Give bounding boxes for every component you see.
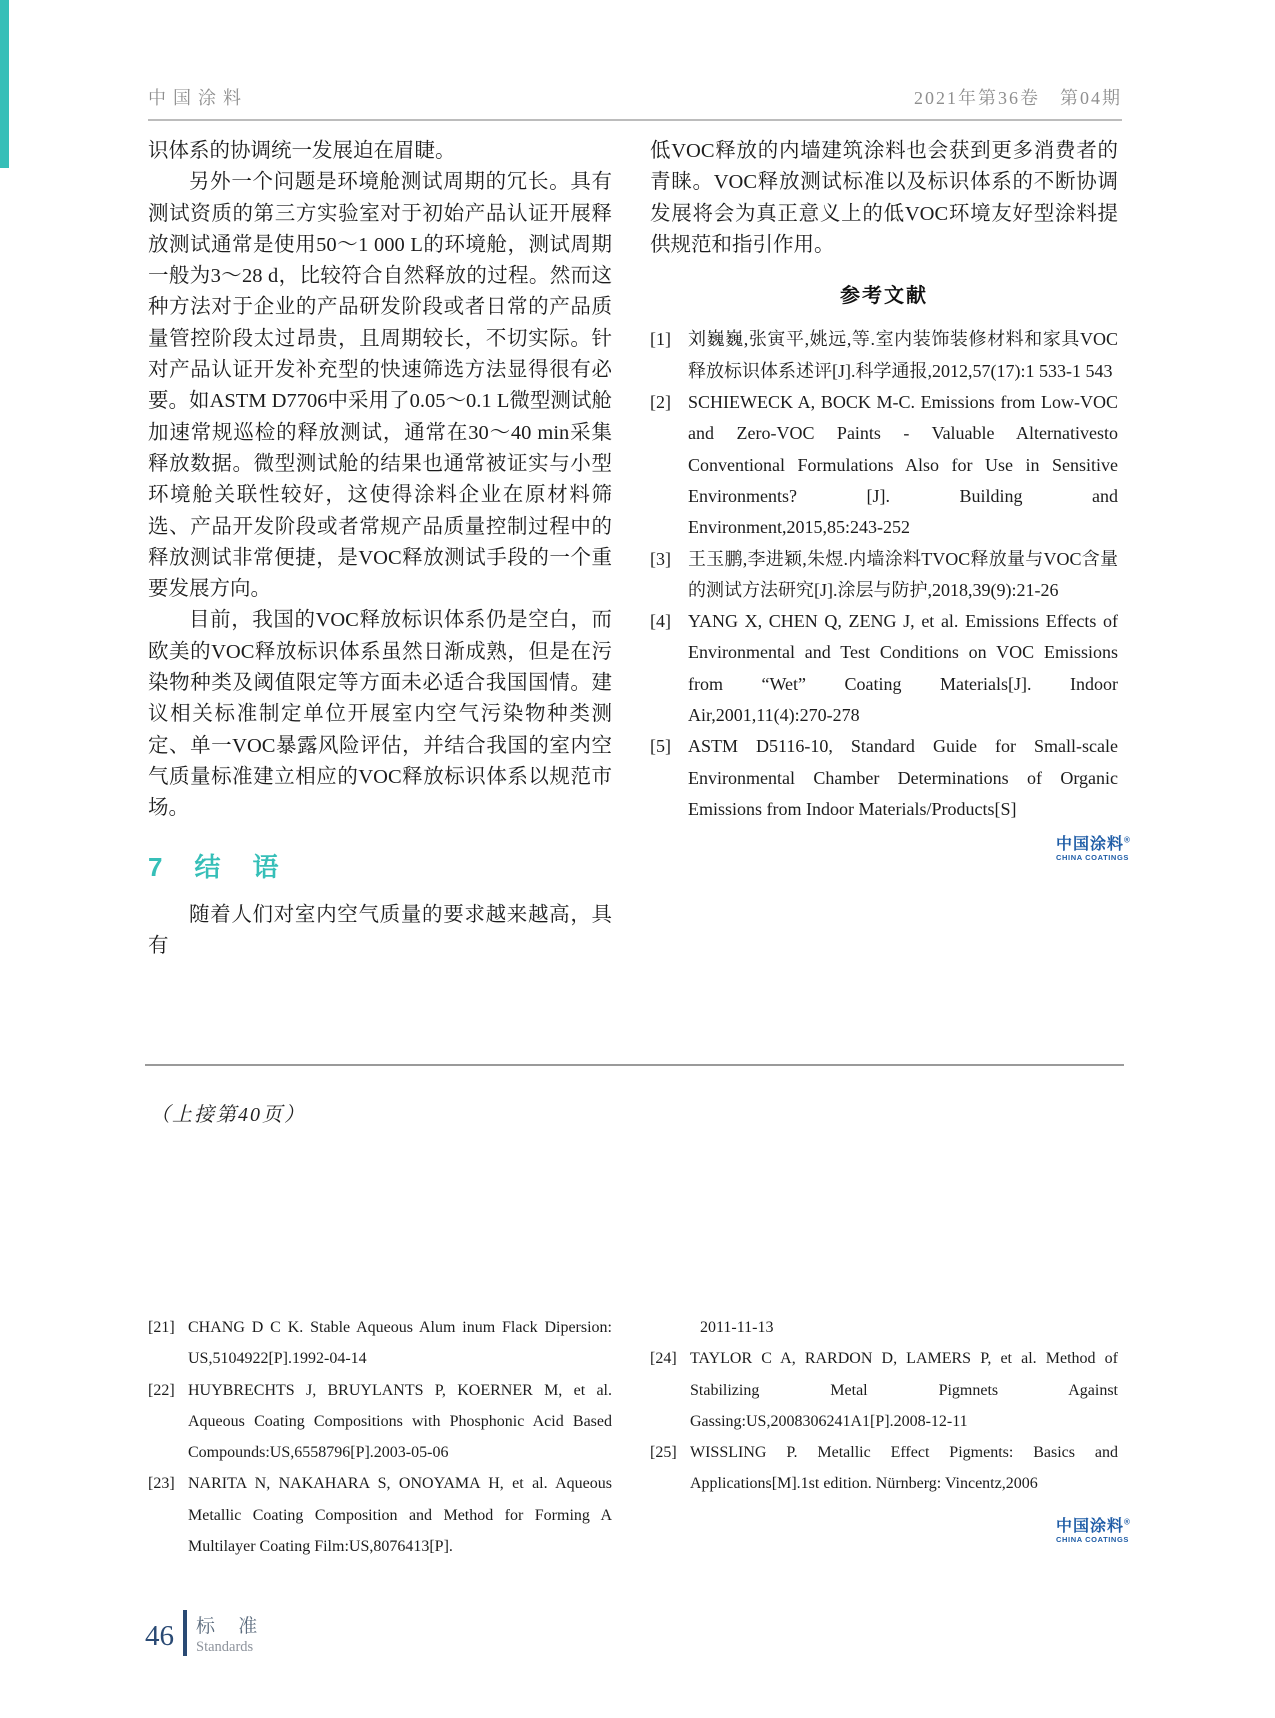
footer-section-chinese: 标 准 bbox=[196, 1616, 267, 1637]
paragraph-voc-labeling: 目前，我国的VOC释放标识体系仍是空白，而欧美的VOC释放标识体系虽然日渐成熟，但是在污染物种类及阈值限定等方面未必适合我国国情。建议相关标准制定单位开展室内空气污染物种类测定、单一VOC暴露风险评估，并结合我国的室内空气质量标准建立相应的VOC释放标识体系以规范市场。 bbox=[148, 609, 612, 820]
logo-english-text: CHINA COATINGS bbox=[1056, 852, 1129, 862]
page-header bbox=[148, 84, 1122, 121]
reference-label: [1] bbox=[650, 329, 671, 350]
logo-english-text: CHINA COATINGS bbox=[1056, 1534, 1129, 1544]
reference-text: HUYBRECHTS J, BRUYLANTS P, KOERNER M, et al. Aqueous Coating Compositions with Phosphonic Acid Based Compounds:US,6558796[P].2003-05-06 bbox=[188, 1381, 612, 1462]
reference-item bbox=[650, 1343, 1118, 1437]
registered-mark: ® bbox=[1124, 835, 1131, 845]
reference-item bbox=[650, 324, 1118, 387]
reference-item bbox=[650, 387, 1118, 543]
continued-from-page-note: （上接第40页） bbox=[150, 1104, 306, 1126]
reference-text: TAYLOR C A, RARDON D, LAMERS P, et al. Method of Stabilizing Metal Pigmnets Against Gassing:US,2008306241A1[P].2008-12-11 bbox=[690, 1350, 1118, 1430]
registered-mark: ® bbox=[1124, 1517, 1131, 1527]
reference-label: [22] bbox=[148, 1381, 175, 1399]
reference-text: NARITA N, NAKAHARA S, ONOYAMA H, et al. Aqueous Metallic Coating Composition and Method for Forming A Multilayer Coating Film:US,8076413[P]. bbox=[188, 1475, 612, 1556]
issue-info: 2021年第36卷 第04期 bbox=[914, 88, 1122, 108]
logo-chinese-text: 中国涂料® bbox=[1056, 835, 1131, 853]
reference-text: 刘巍巍,张寅平,姚远,等.室内装饰装修材料和家具VOC释放标识体系述评[J].科学通报,2012,57(17):1 533-1 543 bbox=[688, 329, 1118, 381]
reference-text: YANG X, CHEN Q, ZENG J, et al. Emissions Effects of Environmental and Test Conditions on VOC Emissions from “Wet” Coating Materials[J]. Indoor Air,2001,11(4):270-278 bbox=[688, 611, 1118, 726]
references-title: 参考文献 bbox=[840, 285, 928, 308]
bottom-left-references bbox=[148, 1312, 612, 1562]
main-right-column bbox=[650, 136, 1118, 825]
reference-label: [21] bbox=[148, 1319, 175, 1336]
china-coatings-logo bbox=[1056, 1518, 1136, 1544]
reference-item bbox=[650, 731, 1118, 825]
reference-item bbox=[650, 606, 1118, 731]
reference-label: [5] bbox=[650, 736, 671, 757]
reference-item bbox=[650, 1437, 1118, 1500]
reference-item bbox=[650, 544, 1118, 607]
reference-label: [23] bbox=[148, 1475, 175, 1493]
reference-text: 王玉鹏,李进颖,朱煜.内墙涂料TVOC释放量与VOC含量的测试方法研究[J].涂层与防护,2018,39(9):21-26 bbox=[688, 548, 1118, 600]
china-coatings-logo bbox=[1056, 836, 1136, 862]
reference-text: ASTM D5116-10, Standard Guide for Small-scale Environmental Chamber Determinations of Organic Emissions from Indoor Materials/Products[S] bbox=[688, 736, 1118, 819]
logo-chinese-text: 中国涂料® bbox=[1056, 1517, 1131, 1535]
footer-section bbox=[196, 1611, 266, 1656]
footer-divider-bar bbox=[183, 1610, 187, 1656]
reference-label: [4] bbox=[650, 611, 671, 632]
reference-label: [24] bbox=[650, 1350, 677, 1368]
section-heading-conclusion: 7 结 语 bbox=[148, 851, 282, 882]
main-left-column bbox=[148, 136, 612, 962]
reference-item bbox=[148, 1375, 612, 1469]
references-list bbox=[650, 324, 1118, 825]
reference-label: [25] bbox=[650, 1444, 677, 1462]
reference-continuation-date: 2011-11-13 bbox=[700, 1319, 774, 1336]
paragraph-continuation: 识体系的协调统一发展迫在眉睫。 bbox=[148, 140, 456, 162]
page-number: 46 bbox=[145, 1620, 174, 1652]
section-divider-rule bbox=[145, 1064, 1124, 1066]
journal-name: 中国涂料 bbox=[148, 88, 248, 108]
bottom-right-references bbox=[650, 1312, 1118, 1500]
page-edge-accent-bar bbox=[0, 0, 9, 168]
paragraph-right-continuation: 低VOC释放的内墙建筑涂料也会获到更多消费者的青睐。VOC释放测试标准以及标识体系的不断协调发展将会为真正意义上的低VOC环境友好型涂料提供规范和指引作用。 bbox=[650, 140, 1118, 256]
reference-text: CHANG D C K. Stable Aqueous Alum inum Flack Dipersion: US,5104922[P].1992-04-14 bbox=[188, 1319, 612, 1368]
footer-section-english: Standards bbox=[196, 1639, 254, 1655]
paragraph-chamber-testing: 另外一个问题是环境舱测试周期的冗长。具有测试资质的第三方实验室对于初始产品认证开展释放测试通常是使用50～1 000 L的环境舱，测试周期一般为3～28 d，比较符合自然释放的过程。然而这种方法对于企业的产品研发阶段或者日常的产品质量管控阶段太过昂贵，且周期较长，不切实际。针对产品认证开发补充型的快速筛选方法显得很有必要。如ASTM D7706中采用了0.05～0.1 L微型测试舱加速常规巡检的释放测试，通常在30～40 min采集释放数据。微型测试舱的结果也通常被证实与小型环境舱关联性较好，这使得涂料企业在原材料筛选、产品开发阶段或者常规产品质量控制过程中的释放测试非常便捷，是VOC释放测试手段的一个重要发展方向。 bbox=[148, 171, 612, 601]
reference-item bbox=[148, 1312, 612, 1375]
reference-text: SCHIEWECK A, BOCK M-C. Emissions from Low-VOC and Zero-VOC Paints - Valuable Alternativesto Conventional Formulations Also for Use in Sensitive Environments? [J]. Building and Environment,2015,85:243-252 bbox=[688, 392, 1118, 538]
reference-text: WISSLING P. Metallic Effect Pigments: Basics and Applications[M].1st edition. Nürnberg: Vincentz,2006 bbox=[690, 1444, 1118, 1493]
reference-item bbox=[148, 1468, 612, 1562]
reference-label: [3] bbox=[650, 548, 671, 569]
page-footer bbox=[145, 1610, 266, 1656]
reference-label: [2] bbox=[650, 392, 671, 413]
paragraph-conclusion-start: 随着人们对室内空气质量的要求越来越高，具有 bbox=[148, 903, 612, 958]
